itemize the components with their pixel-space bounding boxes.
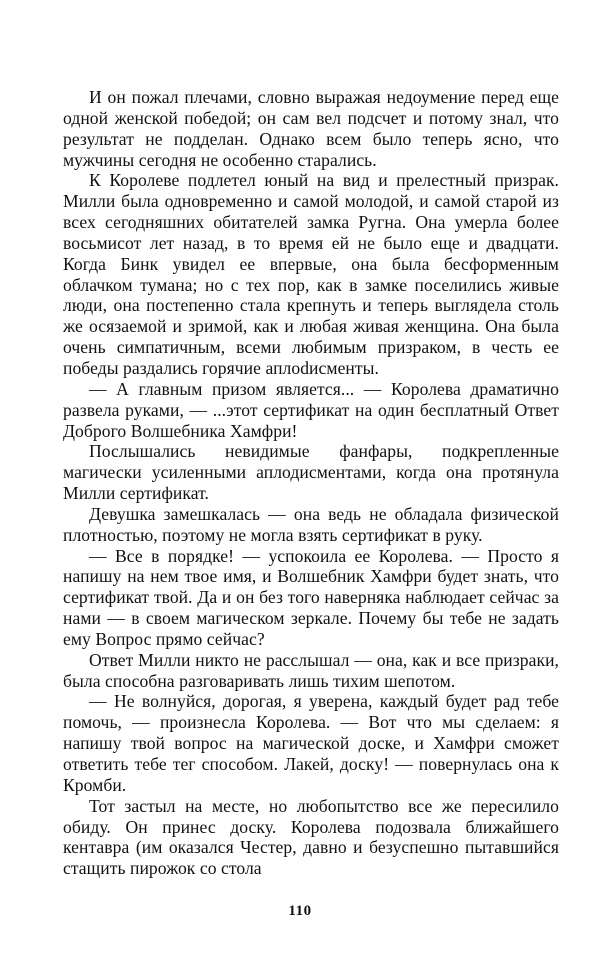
- paragraph-3: — А главным призом является... — Королева драматично развела руками, — ...этот сертификат на один бесплатный Ответ Доброго Волшебника Хамфри!: [63, 378, 559, 441]
- paragraph-2: К Королеве подлетел юный на вид и прелестный призрак. Милли была одновременно и самой молодой, и самой старой из всех сегодняшних обитателей замка Ругна. Она умерла более восьмисот лет назад, в то время ей не было еще и двадцати. Когда Бинк увидел ее впервые, она была бесформенным облачком тумана; но с тех пор, как в замке поселились живые люди, она постепенно стала крепнуть и теперь выглядела столь же осязаемой и зримой, как и любая живая женщина. Она была очень симпатичным, всеми любимым призраком, в честь ее победы раздались горячие аплоdисменты.: [63, 170, 559, 378]
- body-text: [63, 87, 559, 879]
- paragraph-5: Девушка замешкалась — она ведь не обладала физической плотностью, поэтому не могла взять сертификат в руку.: [63, 503, 559, 545]
- paragraph-7: Ответ Милли никто не расслышал — она, как и все призраки, была способна разговаривать лишь тихим шепотом.: [63, 649, 559, 691]
- paragraph-8: — Не волнуйся, дорогая, я уверена, каждый будет рад тебе помочь, — произнесла Королева. — Вот что мы сделаем: я напишу твой вопрос на магической доске, и Хамфри сможет ответить тебе тег способом. Лакей, доску! — повернулась она к Кромби.: [63, 691, 559, 795]
- page-number: 110: [288, 903, 312, 919]
- paragraph-1: И он пожал плечами, словно выражая недоумение перед еще одной женской победой; он сам вел подсчет и потому знал, что результат не подделан. Однако всем было теперь ясно, что мужчины сегодня не особенно старались.: [63, 87, 559, 170]
- paragraph-9: Тот застыл на месте, но любопытство все же пересилило обиду. Он принес доску. Королева подозвала ближайшего кентавра (им оказался Честер, давно и безуспешно пытавшийся стащить пирожок со стола: [63, 795, 559, 879]
- paragraph-6: — Все в порядке! — успокоила ее Королева. — Просто я напишу на нем твое имя, и Волшебник Хамфри будет знать, что сертификат твой. Да и он без того наверняка наблюдает сейчас за нами — в своем магическом зеркале. Почему бы тебе не задать ему Вопрос прямо сейчас?: [63, 545, 559, 649]
- paragraph-4: Послышались невидимые фанфары, подкрепленные магически усиленными аплодисментами, когда она протянула Милли сертификат.: [63, 441, 559, 504]
